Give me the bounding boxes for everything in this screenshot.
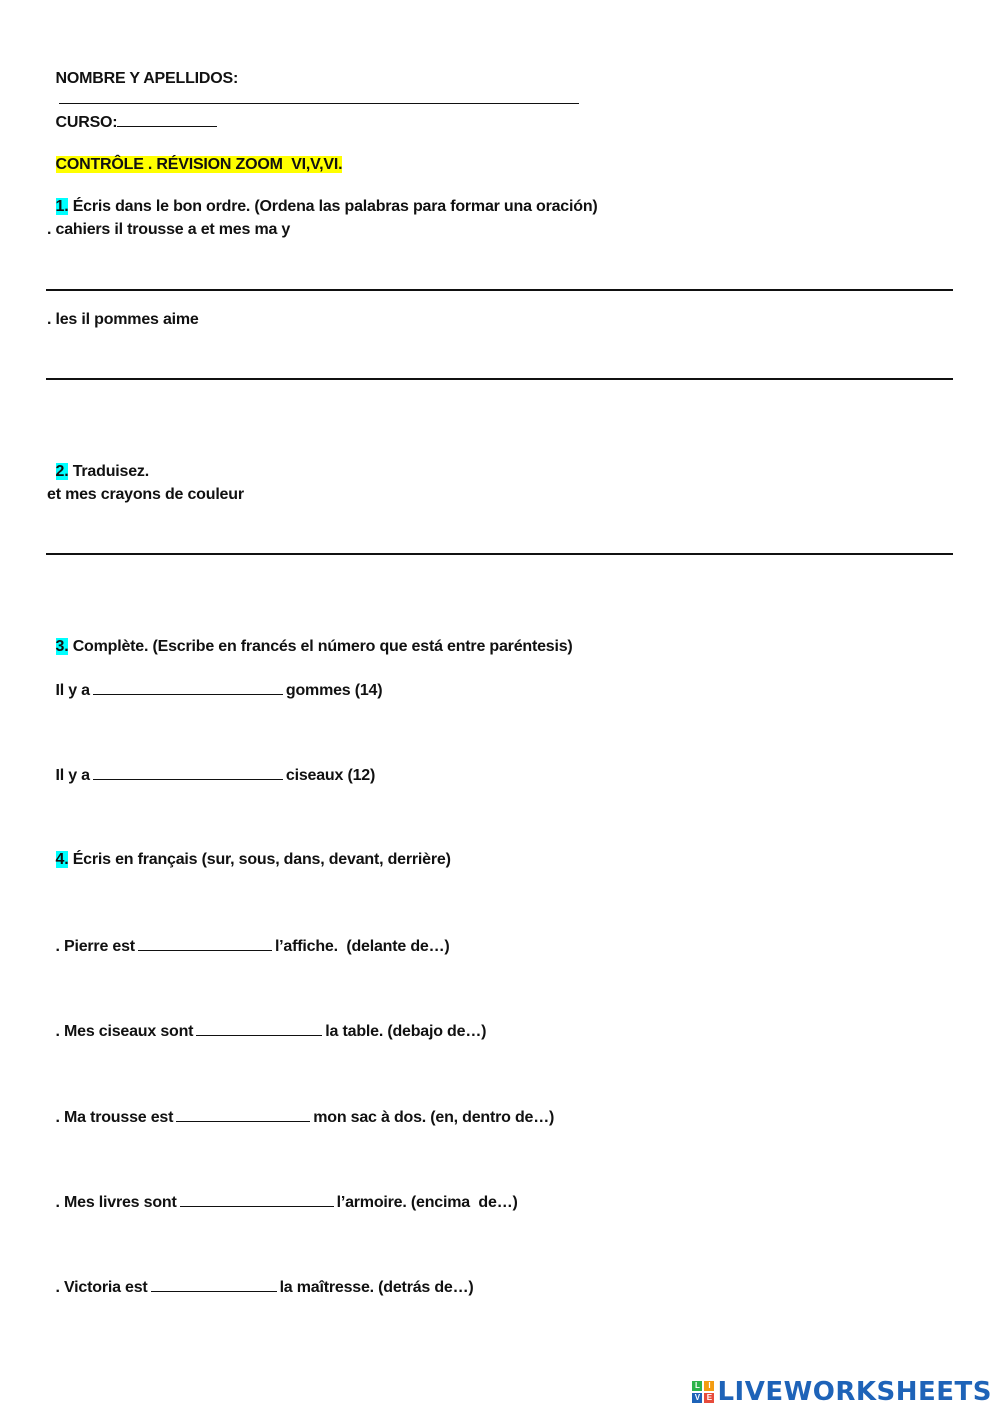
title-row [47,135,342,175]
q4-blank-5[interactable] [151,1277,277,1292]
q1-item-1: . cahiers il trousse a et mes ma y [47,221,291,238]
q4-item-2-after: la table. (debajo de…) [325,1023,487,1040]
q4-item-5-before: . Victoria est [55,1279,148,1296]
q4-item-4-after: l’armoire. (encima de…) [336,1194,518,1211]
logo-letter-l: L [692,1381,702,1391]
q4-item-3-after: mon sac à dos. (en, dentro de…) [313,1109,555,1126]
logo-letter-e: E [704,1393,714,1403]
q3-blank-2[interactable] [93,765,283,780]
q3-instruction: Complète. (Escribe en francés el número que está entre paréntesis) [68,638,573,655]
name-label: NOMBRE Y APELLIDOS: [55,70,239,87]
page-title: CONTRÔLE . RÉVISION ZOOM VI,V,VI. [55,156,343,173]
q3-blank-1[interactable] [93,680,283,695]
liveworksheets-logo [692,1377,992,1407]
q3-number: 3. [55,638,69,655]
q4-blank-1[interactable] [138,936,272,951]
q1-heading [47,177,598,217]
q1-answer-line-2[interactable] [46,378,953,380]
q4-item-4-before: . Mes livres sont [55,1194,177,1211]
q3-heading [47,617,573,657]
q4-item-4 [47,1172,518,1213]
course-label: CURSO: [55,114,118,131]
q1-number: 1. [55,198,69,215]
q3-item-1 [47,660,382,701]
logo-text: LIVEWORKSHEETS [717,1377,992,1407]
q3-item-1-after: gommes (14) [285,682,383,699]
q2-number: 2. [55,463,69,480]
q3-item-1-before: Il y a [55,682,90,699]
q3-item-2 [47,745,375,786]
q1-answer-line-1[interactable] [46,289,953,291]
q4-blank-3[interactable] [176,1107,310,1122]
q4-item-1-after: l’affiche. (delante de…) [274,938,450,955]
q1-instruction: Écris dans le bon ordre. (Ordena las palabras para formar una oración) [68,198,598,215]
q4-item-2 [47,1001,486,1042]
q4-item-5-after: la maîtresse. (detrás de…) [279,1279,474,1296]
course-row [47,92,220,133]
q4-item-1 [47,916,450,957]
q4-item-3-before: . Ma trousse est [55,1109,174,1126]
q4-item-3 [47,1087,554,1128]
q1-item-2: . les il pommes aime [47,311,199,328]
q2-instruction: Traduisez. [68,463,149,480]
q4-instruction: Écris en français (sur, sous, dans, devant, derrière) [68,851,451,868]
q2-answer-line[interactable] [46,553,953,555]
q4-item-1-before: . Pierre est [55,938,135,955]
logo-letter-i: I [704,1381,714,1391]
course-field[interactable] [117,112,217,127]
q2-item: et mes crayons de couleur [47,486,244,503]
q4-number: 4. [55,851,69,868]
q4-item-2-before: . Mes ciseaux sont [55,1023,194,1040]
q3-item-2-after: ciseaux (12) [285,767,376,784]
q3-item-2-before: Il y a [55,767,90,784]
q4-blank-4[interactable] [180,1192,334,1207]
q4-item-5 [47,1257,474,1298]
logo-letter-v: V [692,1393,702,1403]
q2-heading [47,442,149,482]
q4-heading [47,830,451,870]
logo-icon [692,1381,714,1403]
q4-blank-2[interactable] [196,1021,322,1036]
